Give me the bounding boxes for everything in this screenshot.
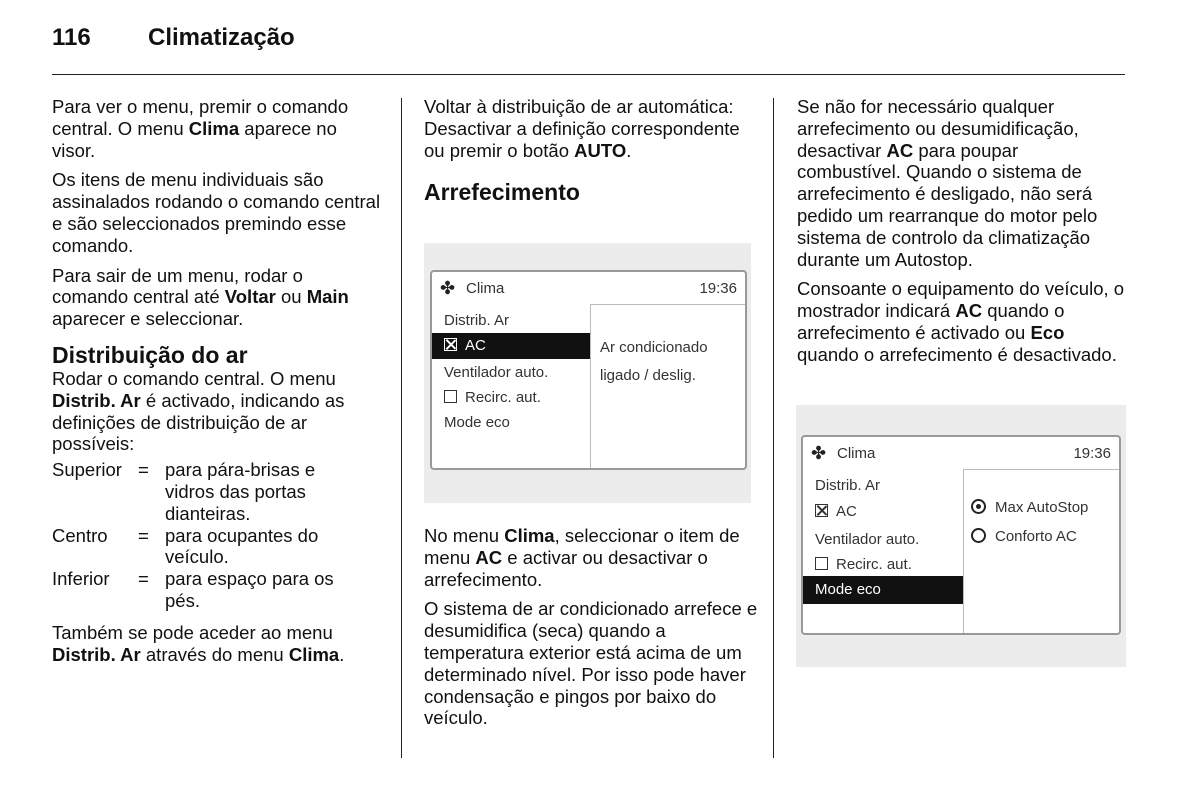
paragraph: Os itens de menu individuais são assinalados rodando o comando central e são seleccionados premindo esse comando. [52, 169, 381, 256]
header-rule [52, 74, 1125, 75]
paragraph: O sistema de ar condicionado arrefece e desumidifica (seca) quando a temperatura exterior está acima de um determinado nível. Por isso pode haver condensação e pingos por baixo do veículo. [424, 598, 758, 729]
screen-title: Clima [466, 280, 505, 297]
section-heading: Distribuição do ar [52, 341, 248, 368]
paragraph: Rodar o comando central. O menu Distrib. Ar é activado, indicando as definições de distribuição de ar possíveis: [52, 367, 345, 455]
radio-selected-icon [971, 499, 986, 514]
menu-item-ac[interactable]: AC [803, 499, 963, 525]
display-illustration [796, 405, 1126, 667]
screen-divider [963, 470, 964, 633]
tab-line [963, 469, 1119, 470]
screen-time: 19:36 [1073, 445, 1111, 462]
page-number: 116 [52, 24, 91, 51]
definition-list [52, 459, 335, 612]
column-2-lower [424, 525, 759, 737]
definition-row: Centro = para ocupantes do veículo. [52, 524, 319, 568]
checkbox-icon [815, 557, 828, 570]
fan-icon: ✤ [440, 278, 456, 298]
page-title: Climatização [148, 24, 295, 51]
column-2 [424, 96, 759, 205]
checked-box-icon [815, 504, 828, 517]
ac-description-line2: ligado / deslig. [600, 367, 696, 384]
screen-title: Clima [837, 445, 876, 462]
menu-item-distrib[interactable]: Distrib. Ar [444, 312, 510, 329]
climate-screen [430, 270, 747, 470]
menu-item-ventilador[interactable]: Ventilador auto. [444, 364, 549, 381]
fan-icon: ✤ [811, 443, 827, 463]
section-heading: Arrefecimento [424, 179, 580, 206]
definition-row: Inferior = para espaço para os pés. [52, 568, 334, 611]
menu-item-mode-eco[interactable]: Mode eco [444, 414, 510, 431]
menu-item-ac[interactable]: AC [432, 333, 590, 359]
page-header [52, 24, 295, 52]
menu-item-distrib[interactable]: Distrib. Ar [815, 477, 881, 494]
radio-icon [971, 528, 986, 543]
column-3 [797, 96, 1127, 374]
screen-time: 19:36 [699, 280, 737, 297]
menu-item-ventilador[interactable]: Ventilador auto. [815, 531, 920, 548]
option-conforto-ac[interactable]: Conforto AC [971, 528, 1077, 545]
climate-screen [801, 435, 1121, 635]
option-max-autostop[interactable]: Max AutoStop [971, 499, 1088, 516]
checked-box-icon [444, 338, 457, 351]
paragraph: Consoante o equipamento do veículo, o mostrador indicará AC quando o arrefecimento é activado ou Eco quando o arrefecimento é desactivado. [797, 278, 1125, 365]
screen-title-bar [432, 272, 745, 304]
paragraph: Voltar à distribuição de ar automática: Desactivar a definição correspondente ou premir o botão AUTO. [424, 96, 740, 161]
menu-item-mode-eco[interactable]: Mode eco [803, 576, 963, 604]
screen-title-bar [803, 437, 1119, 469]
tab-line [590, 304, 745, 305]
paragraph: No menu Clima, seleccionar o item de menu AC e activar ou desactivar o arrefecimento. [424, 525, 740, 590]
column-divider [401, 98, 402, 758]
menu-item-recirc[interactable]: Recirc. aut. [432, 385, 590, 411]
checkbox-icon [444, 390, 457, 403]
screen-divider [590, 305, 591, 468]
definition-row: Superior = para pára-brisas e vidros das portas dianteiras. [52, 459, 316, 524]
menu-item-recirc[interactable]: Recirc. aut. [803, 552, 963, 578]
paragraph: Para ver o menu, premir o comando central. O menu Clima aparece no visor. [52, 96, 349, 161]
paragraph: Para sair de um menu, rodar o comando central até Voltar ou Main aparecer e seleccionar. [52, 264, 349, 330]
column-1 [52, 96, 382, 673]
display-illustration [424, 243, 751, 503]
paragraph: Também se pode aceder ao menu Distrib. Ar através do menu Clima. [52, 621, 345, 665]
column-divider [773, 98, 774, 758]
ac-description-line1: Ar condicionado [600, 339, 708, 356]
paragraph: Se não for necessário qualquer arrefecimento ou desumidificação, desactivar AC para poupar combustível. Quando o sistema de arrefecimento é desligado, não será pedido um rearranque do motor pelo sistema de controlo da climatização durante um Autostop. [797, 96, 1098, 270]
